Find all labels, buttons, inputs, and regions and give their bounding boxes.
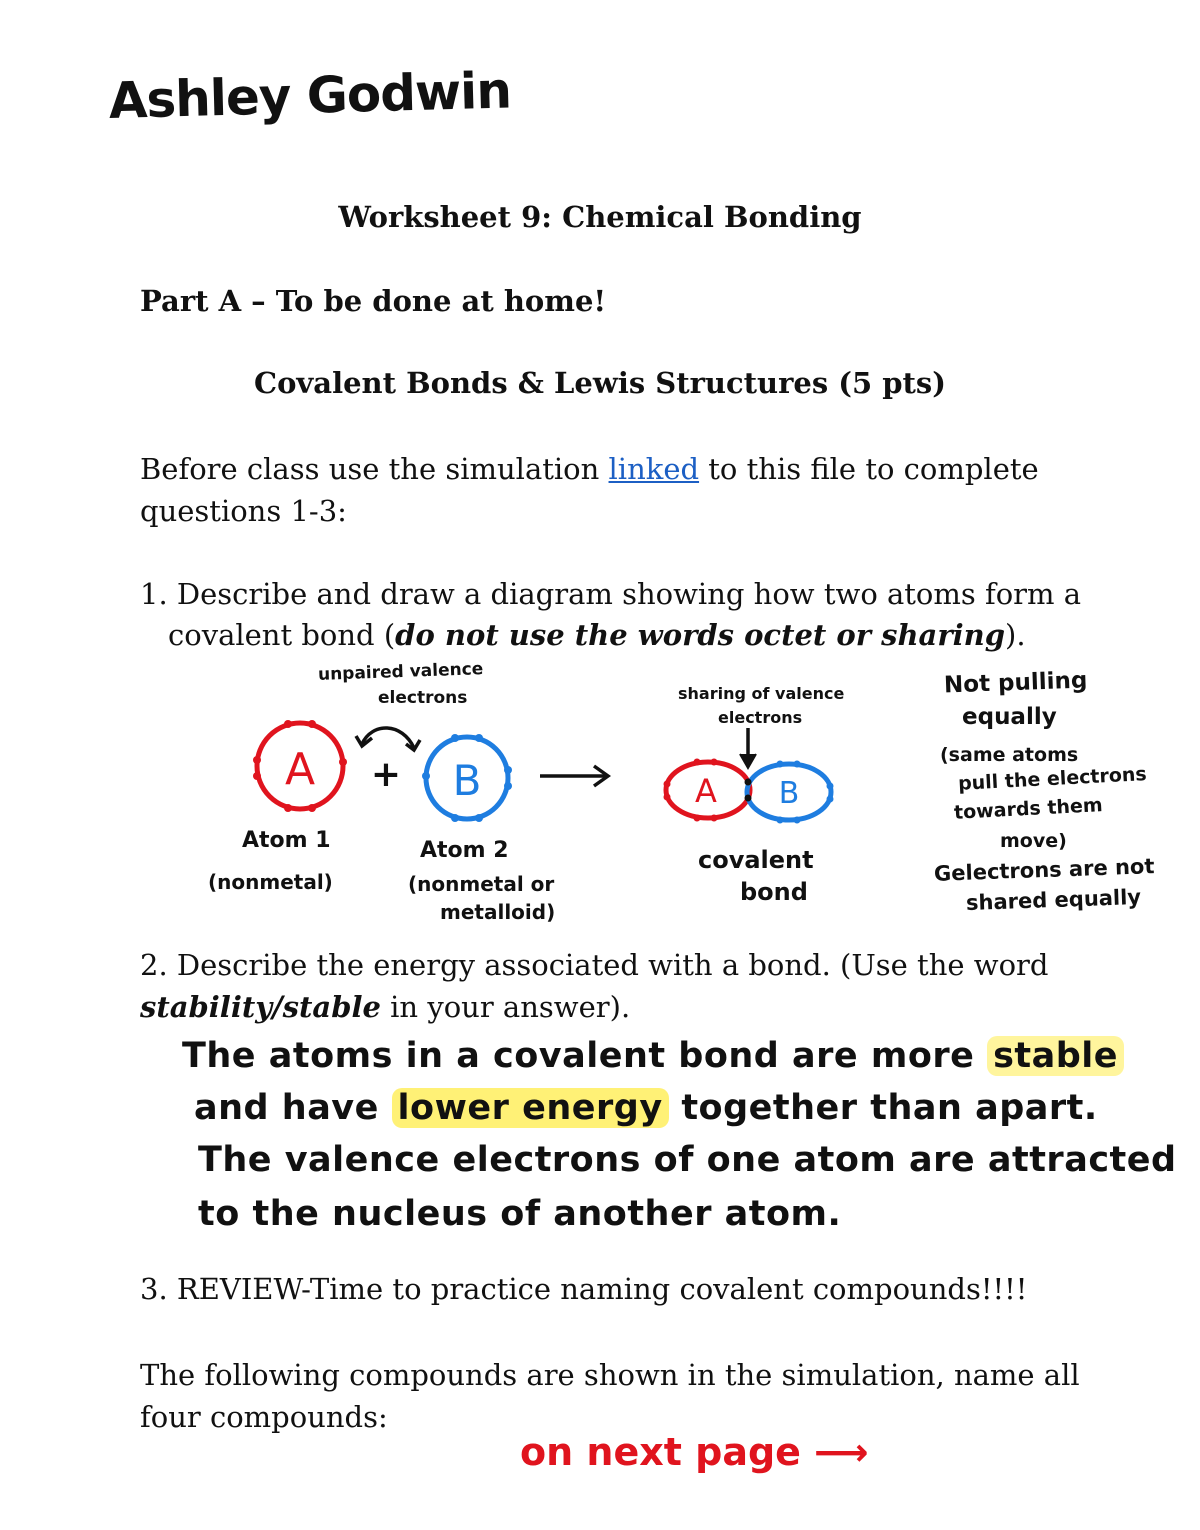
- answer-highlight-lower-energy: lower energy: [392, 1088, 669, 1128]
- side-note-line-4: pull the electrons: [957, 763, 1148, 795]
- sharing-label-line-2: electrons: [718, 708, 803, 727]
- atom2-label: Atom 2: [420, 838, 509, 863]
- question-1-line-2-end: ).: [1005, 618, 1026, 652]
- side-note-line-5: towards them: [953, 794, 1104, 824]
- student-name: Ashley Godwin: [108, 61, 512, 130]
- atom2-type-line-2: metalloid): [440, 900, 556, 924]
- unpaired-label-line-2: electrons: [378, 688, 468, 708]
- bonded-a-letter: A: [695, 772, 717, 810]
- next-page-note: on next page ⟶: [520, 1430, 869, 1474]
- answer-line-2: [194, 1088, 1098, 1128]
- question-2: [140, 944, 1100, 1028]
- answer-line-1-start: The atoms in a covalent bond are more: [182, 1036, 988, 1076]
- simulation-link[interactable]: linked: [608, 452, 700, 486]
- worksheet-title: Worksheet 9: Chemical Bonding: [338, 200, 862, 234]
- answer-highlight-stable: stable: [987, 1036, 1124, 1076]
- answer-line-4: to the nucleus of another atom.: [198, 1194, 842, 1234]
- compounds-text: The following compounds are shown in the simulation, name all four compounds:: [140, 1358, 1080, 1434]
- intro-after: to this file to complete questions 1-3:: [140, 452, 1039, 528]
- atom1-type: (nonmetal): [208, 870, 333, 894]
- unpaired-label-line-1: unpaired valence: [317, 659, 484, 685]
- question-1-line-2-start: covalent bond (: [168, 618, 396, 652]
- atom1-label: Atom 1: [242, 828, 331, 853]
- question-1-line-1: 1. Describe and draw a diagram showing how two atoms form a: [140, 577, 1082, 611]
- section-heading: Covalent Bonds & Lewis Structures (5 pts): [254, 366, 946, 400]
- question-2-line-1: 2. Describe the energy associated with a bond. (Use the word: [140, 948, 1049, 982]
- bonded-b-letter: B: [778, 776, 800, 811]
- side-note-line-7: Gelectrons are not: [933, 854, 1155, 886]
- side-note-line-2: equally: [962, 704, 1057, 730]
- covalent-label-line-2: bond: [740, 878, 808, 906]
- atom2-type-line-1: (nonmetal or: [408, 872, 555, 896]
- part-heading: Part A – To be done at home!: [140, 284, 607, 318]
- atom-a-letter: A: [284, 744, 316, 795]
- answer-line-2-end: together than apart.: [668, 1088, 1098, 1128]
- question-3: 3. REVIEW-Time to practice naming covalent compounds!!!!: [140, 1272, 1028, 1306]
- plus-sign: +: [370, 754, 402, 795]
- sharing-label-line-1: sharing of valence: [678, 684, 845, 703]
- question-2-line-2: [140, 986, 1100, 1028]
- side-note-line-6: move): [1000, 830, 1067, 852]
- covalent-label-line-1: covalent: [698, 846, 814, 874]
- atom-b-letter: B: [452, 756, 482, 805]
- sharing-arrow-head: [740, 754, 756, 768]
- question-1-emphasis: do not use the words octet or sharing: [395, 618, 1005, 652]
- side-note-line-8: shared equally: [965, 884, 1142, 916]
- side-note-line-1: Not pulling: [943, 667, 1088, 699]
- question-2-emphasis: stability/stable: [140, 990, 381, 1024]
- side-note-line-3: (same atoms: [940, 744, 1079, 766]
- answer-line-3: The valence electrons of one atom are attracted: [198, 1140, 1177, 1180]
- answer-line-1: [182, 1036, 1124, 1076]
- answer-line-2-start: and have: [194, 1088, 392, 1128]
- intro-before: Before class use the simulation: [140, 452, 609, 486]
- question-2-line-2-end: in your answer).: [380, 990, 631, 1024]
